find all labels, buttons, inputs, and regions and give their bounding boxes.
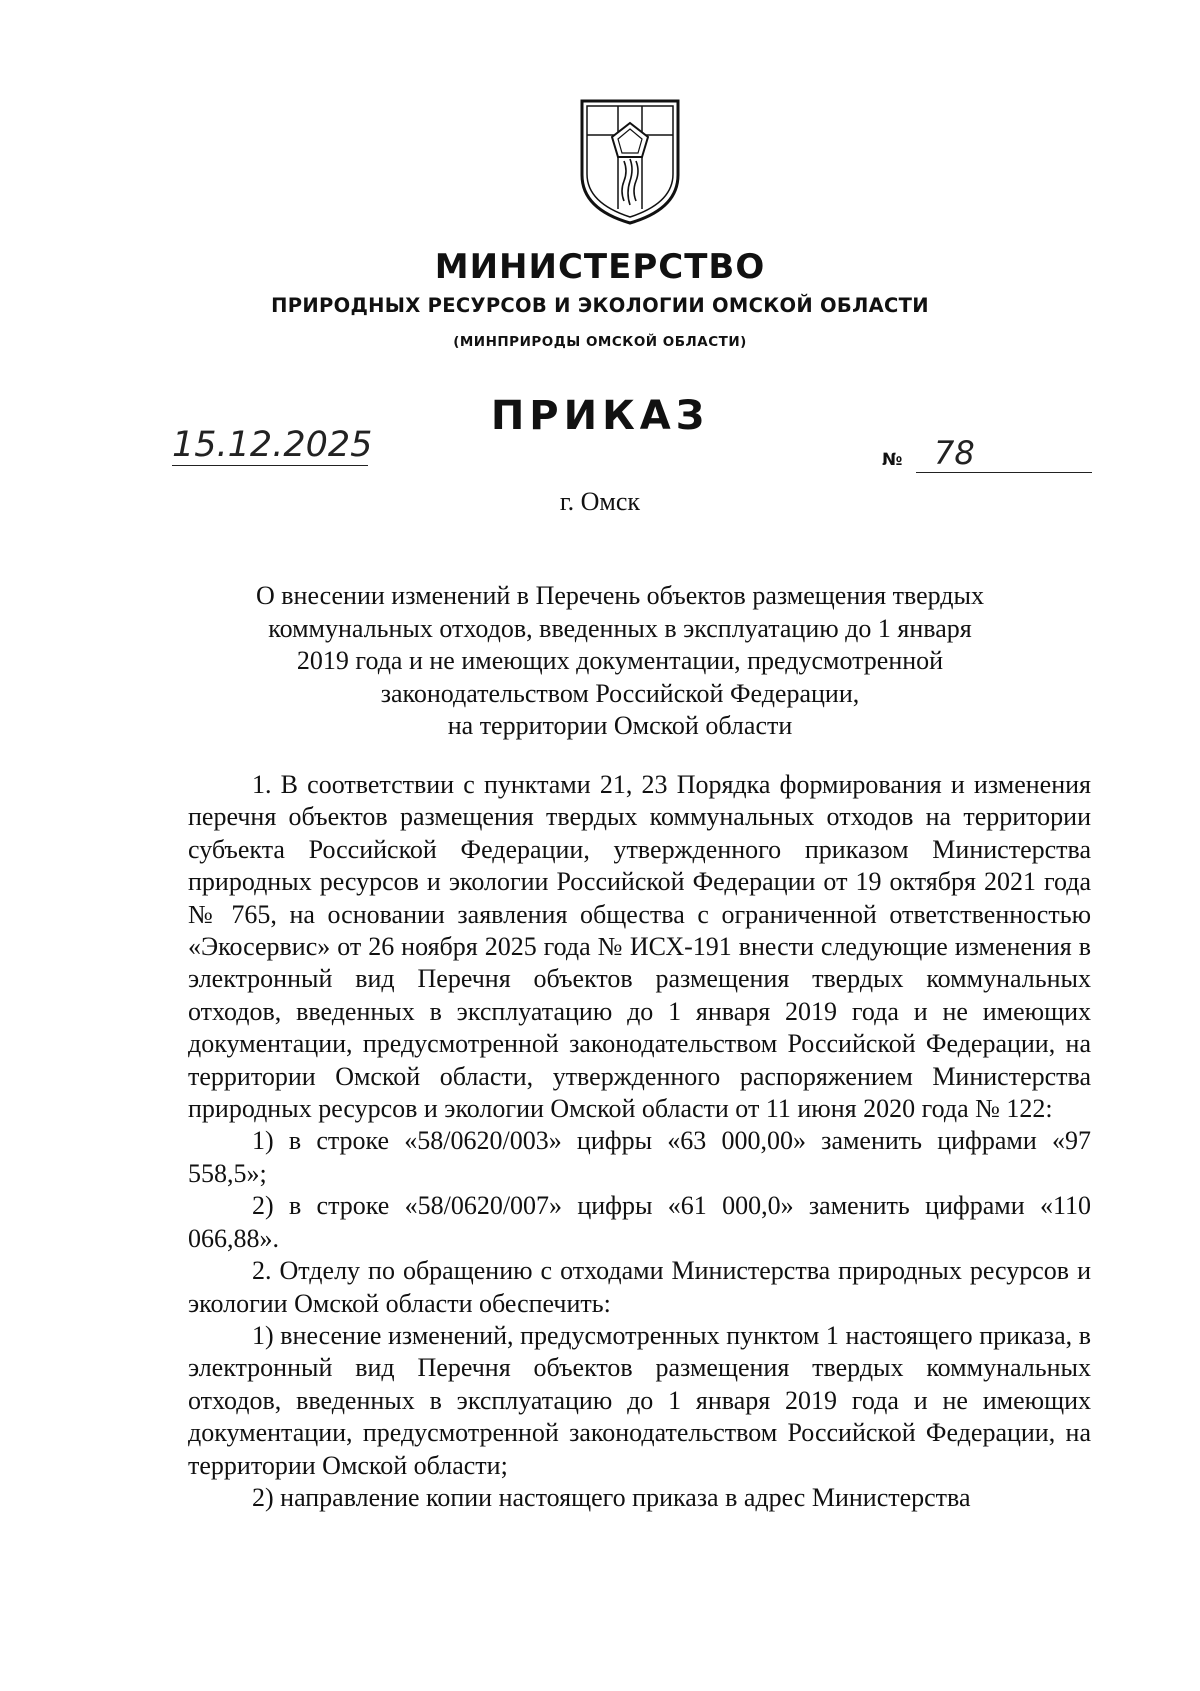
order-city: г. Омск bbox=[559, 487, 641, 516]
body-paragraph: 1) внесение изменений, предусмотренных пунктом 1 настоящего приказа, в электронный вид Перечня объектов размещения твердых коммунальных отходов, введенных в эксплуатацию до 1 января 2019 года и не имеющих документации, предусмотренной законодательством Российской Федерации, на территории Омской области; bbox=[188, 1320, 1091, 1480]
subject-line: коммунальных отходов, введенных в эксплуатацию до 1 января bbox=[268, 613, 972, 643]
subject-line: О внесении изменений в Перечень объектов размещения твердых bbox=[256, 581, 984, 610]
ministry-full-name: ПРИРОДНЫХ РЕСУРСОВ И ЭКОЛОГИИ ОМСКОЙ ОБЛАСТИ bbox=[271, 294, 929, 317]
body-paragraph: 2) в строке «58/0620/007» цифры «61 000,0» заменить цифрами «110 066,88». bbox=[188, 1191, 1091, 1253]
order-subject bbox=[200, 580, 1040, 743]
ministry-short-name: (МИНПРИРОДЫ ОМСКОЙ ОБЛАСТИ) bbox=[453, 334, 747, 350]
number-sign: № bbox=[882, 450, 903, 470]
ministry-title: МИНИСТЕРСТВО bbox=[434, 247, 766, 287]
body-paragraph: 1. В соответствии с пунктами 21, 23 Порядка формирования и изменения перечня объектов размещения твердых коммунальных отходов на территории субъекта Российской Федерации, утвержденного приказом Министерства природных ресурсов и экологии Российской Федерации от 19 октября 2021 года № 765, на основании заявления общества с ограниченной ответственностью «Экосервис» от 26 ноября 2025 года № ИСХ-191 внести следующие изменения в электронный вид Перечня объектов размещения твердых коммунальных отходов, введенных в эксплуатацию до 1 января 2019 года и не имеющих документации, предусмотренной законодательством Российской Федерации, на территории Омской области, утвержденного распоряжением Министерства природных ресурсов и экологии Омской области от 11 июня 2020 года № 122: bbox=[188, 770, 1091, 1124]
body-paragraph: 2) направление копии настоящего приказа в адрес Министерства bbox=[252, 1482, 971, 1512]
body-paragraph: 1) в строке «58/0620/003» цифры «63 000,00» заменить цифрами «97 558,5»; bbox=[188, 1126, 1091, 1188]
subject-line: 2019 года и не имеющих документации, предусмотренной bbox=[296, 646, 944, 675]
order-title: ПРИКАЗ bbox=[490, 393, 710, 439]
order-body bbox=[188, 769, 1091, 1514]
body-paragraph: 2. Отделу по обращению с отходами Министерства природных ресурсов и экологии Омской области обеспечить: bbox=[188, 1256, 1091, 1318]
number-underline bbox=[916, 472, 1092, 473]
subject-line: на территории Омской области bbox=[447, 711, 793, 740]
order-number: 78 bbox=[934, 434, 975, 472]
order-date: 15.12.2025 bbox=[172, 425, 373, 465]
coat-of-arms-icon bbox=[578, 97, 682, 227]
subject-line: законодательством Российской Федерации, bbox=[380, 678, 860, 708]
